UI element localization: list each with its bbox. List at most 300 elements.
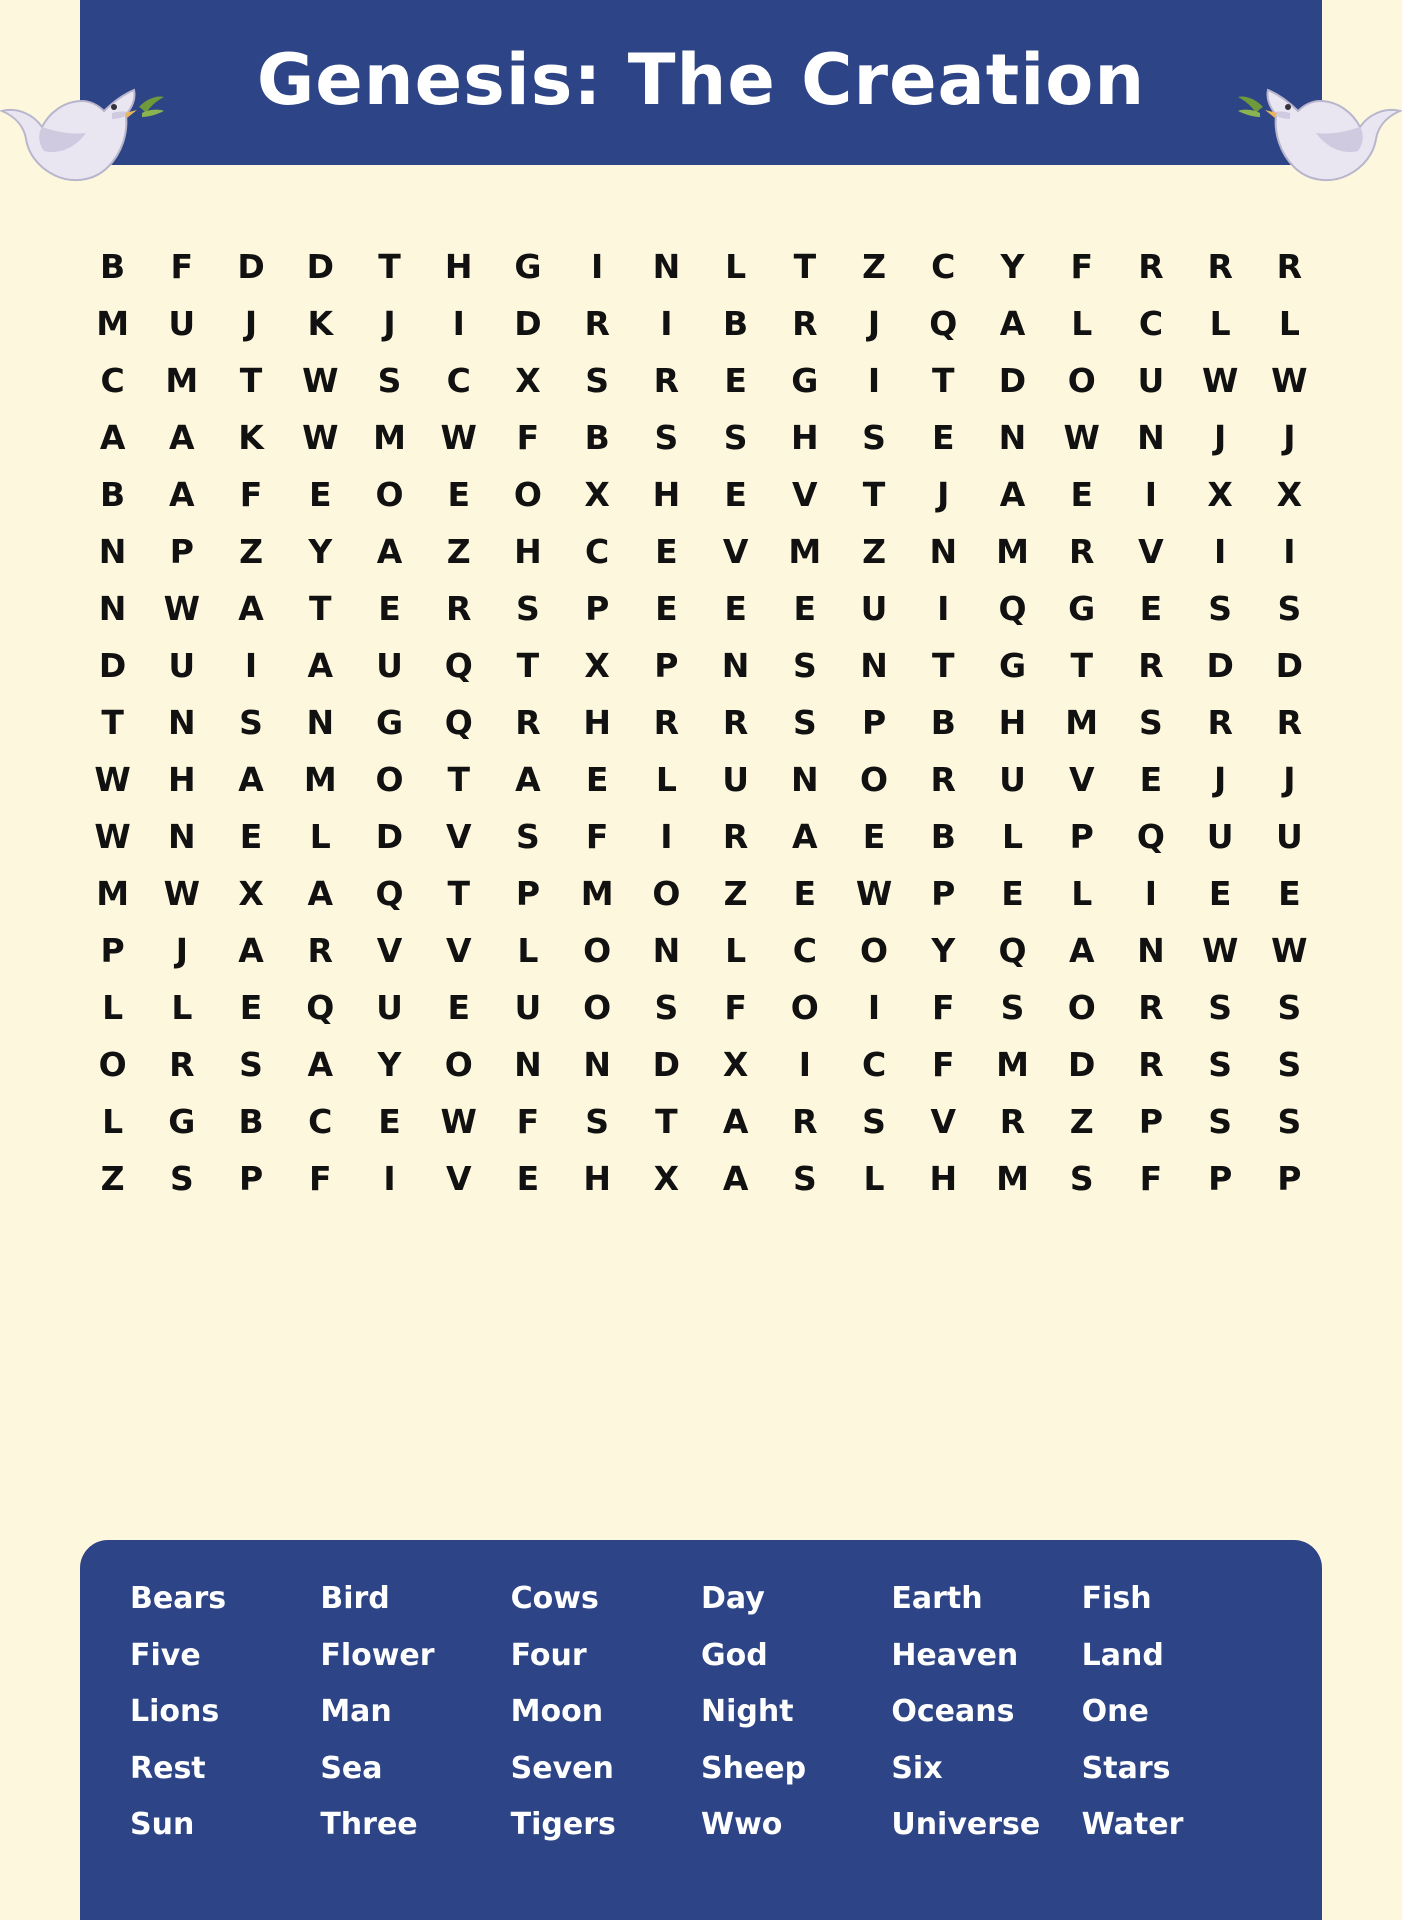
- grid-letter: F: [724, 988, 747, 1027]
- grid-letter: M: [303, 760, 337, 799]
- grid-letter: S: [723, 418, 748, 457]
- grid-letter: J: [383, 304, 396, 343]
- grid-letter: H: [583, 1159, 611, 1198]
- grid-letter: F: [931, 988, 955, 1027]
- grid-letter: V: [1068, 760, 1095, 799]
- grid-letter: S: [1208, 1045, 1233, 1084]
- grid-letter: M: [1065, 703, 1099, 742]
- grid-letter: L: [1001, 817, 1023, 856]
- grid-letter: X: [1276, 475, 1303, 514]
- grid-letter: G: [791, 361, 819, 400]
- grid-letter: J: [937, 475, 950, 514]
- word-bank-list: [130, 1582, 1272, 1843]
- grid-letter: N: [98, 532, 127, 571]
- grid-letter: W: [302, 418, 339, 457]
- grid-letter: D: [998, 361, 1027, 400]
- grid-letter: T: [516, 646, 540, 685]
- grid-letter: Z: [100, 1159, 125, 1198]
- grid-letter: I: [591, 247, 604, 286]
- grid-letter: D: [1275, 646, 1304, 685]
- grid-letter: P: [1138, 1102, 1164, 1141]
- grid-letter: U: [722, 760, 749, 799]
- grid-letter: S: [862, 1102, 886, 1141]
- grid-letter: T: [378, 247, 401, 286]
- grid-letter: P: [169, 532, 194, 571]
- grid-letter: R: [653, 361, 680, 400]
- grid-letter: R: [1138, 988, 1164, 1027]
- grid-letter: C: [861, 1045, 887, 1084]
- grid-letter: Z: [862, 247, 887, 286]
- grid-letter: T: [309, 589, 332, 628]
- grid-letter: U: [376, 988, 403, 1027]
- word-bank-item: Rest: [130, 1750, 206, 1786]
- grid-letter: H: [168, 760, 196, 799]
- word-search-grid: [78, 247, 1324, 1198]
- grid-letter: C: [446, 361, 471, 400]
- grid-letter: R: [722, 703, 749, 742]
- word-bank-item: Bears: [130, 1581, 227, 1616]
- grid-letter: E: [655, 589, 678, 628]
- grid-letter: E: [1001, 874, 1024, 913]
- grid-letter: C: [931, 247, 956, 286]
- grid-letter: A: [169, 418, 195, 457]
- grid-letter: H: [652, 475, 681, 514]
- grid-letter: B: [723, 304, 749, 343]
- grid-letter: W: [302, 361, 339, 400]
- grid-letter: T: [101, 703, 124, 742]
- grid-letter: K: [238, 418, 264, 457]
- word-bank-item: One: [1081, 1694, 1149, 1729]
- grid-letter: M: [165, 361, 199, 400]
- grid-letter: N: [860, 646, 888, 685]
- grid-letter: V: [445, 931, 472, 970]
- grid-letter: I: [867, 988, 881, 1027]
- grid-letter: N: [168, 703, 196, 742]
- grid-letter: T: [447, 874, 470, 913]
- grid-letter: E: [1208, 874, 1232, 913]
- grid-letter: O: [444, 1045, 473, 1084]
- grid-letter: H: [444, 247, 473, 286]
- grid-letter: M: [373, 418, 406, 457]
- grid-letter: R: [446, 589, 472, 628]
- grid-letter: Z: [239, 532, 264, 571]
- word-bank-panel: [80, 1540, 1322, 1920]
- grid-letter: U: [168, 304, 196, 343]
- grid-letter: S: [377, 361, 402, 400]
- grid-letter: T: [793, 247, 817, 286]
- grid-letter: M: [996, 532, 1029, 571]
- grid-letter: O: [513, 475, 542, 514]
- grid-letter: N: [306, 703, 335, 742]
- grid-letter: M: [96, 304, 130, 343]
- grid-letter: E: [447, 475, 470, 514]
- grid-letter: G: [375, 703, 404, 742]
- grid-letter: E: [1278, 874, 1301, 913]
- grid-letter: B: [930, 703, 956, 742]
- grid-letter: A: [792, 817, 818, 856]
- grid-letter: I: [1214, 532, 1227, 571]
- grid-letter: H: [929, 1159, 958, 1198]
- grid-letter: N: [1137, 418, 1165, 457]
- grid-letter: E: [516, 1159, 540, 1198]
- grid-letter: A: [307, 1045, 334, 1084]
- grid-letter: W: [1201, 931, 1239, 970]
- grid-letter: A: [238, 760, 264, 799]
- grid-letter: J: [175, 931, 188, 970]
- grid-letter: R: [515, 703, 541, 742]
- grid-letter: J: [1214, 760, 1227, 799]
- word-bank-item: Wwo: [700, 1807, 783, 1842]
- grid-letter: H: [514, 532, 542, 571]
- grid-letter: E: [793, 589, 817, 628]
- grid-letter: L: [1071, 304, 1093, 343]
- grid-letter: P: [515, 874, 541, 913]
- grid-letter: N: [652, 931, 681, 970]
- grid-letter: X: [238, 874, 264, 913]
- grid-letter: R: [169, 1045, 195, 1084]
- grid-letter: W: [163, 589, 201, 628]
- word-bank-item: Flower: [320, 1637, 435, 1673]
- grid-letter: V: [792, 475, 818, 514]
- grid-letter: J: [1214, 418, 1227, 457]
- grid-letter: J: [1283, 418, 1296, 457]
- grid-letter: K: [307, 304, 334, 343]
- grid-letter: V: [722, 532, 749, 571]
- word-bank-item: Stars: [1081, 1750, 1171, 1786]
- grid-letter: L: [102, 1102, 124, 1141]
- grid-letter: E: [585, 760, 609, 799]
- word-bank-item: Six: [891, 1750, 943, 1786]
- grid-letter: A: [722, 1102, 749, 1141]
- word-bank-item: Moon: [510, 1694, 604, 1729]
- grid-letter: L: [309, 817, 331, 856]
- grid-letter: S: [792, 703, 817, 742]
- grid-letter: S: [792, 1159, 817, 1198]
- word-bank-item: Fish: [1081, 1581, 1152, 1616]
- grid-letter: Q: [306, 988, 335, 1027]
- grid-letter: F: [239, 475, 263, 514]
- grid-letter: C: [308, 1102, 333, 1141]
- grid-letter: U: [1275, 817, 1303, 856]
- grid-letter: C: [585, 532, 610, 571]
- grid-letter: R: [307, 931, 333, 970]
- grid-letter: S: [239, 1045, 263, 1084]
- grid-letter: I: [1283, 532, 1296, 571]
- grid-letter: Q: [929, 304, 958, 343]
- grid-letter: Q: [375, 874, 404, 913]
- grid-letter: S: [1000, 988, 1025, 1027]
- grid-letter: W: [440, 1102, 477, 1141]
- word-bank-item: Night: [700, 1694, 794, 1729]
- word-bank-item: Heaven: [891, 1637, 1019, 1673]
- grid-letter: X: [584, 646, 610, 685]
- grid-letter: F: [516, 418, 540, 457]
- grid-letter: T: [655, 1102, 678, 1141]
- grid-letter: E: [447, 988, 470, 1027]
- grid-letter: S: [169, 1159, 194, 1198]
- grid-letter: U: [999, 760, 1026, 799]
- grid-letter: R: [1276, 703, 1303, 742]
- word-bank-item: Earth: [891, 1581, 983, 1616]
- grid-letter: R: [722, 817, 749, 856]
- grid-letter: S: [1069, 1159, 1094, 1198]
- grid-letter: F: [931, 1045, 955, 1084]
- grid-letter: W: [94, 760, 131, 799]
- grid-letter: H: [583, 703, 611, 742]
- grid-letter: H: [998, 703, 1027, 742]
- grid-letter: E: [308, 475, 332, 514]
- grid-letter: D: [237, 247, 265, 286]
- grid-letter: I: [452, 304, 465, 343]
- grid-letter: Q: [444, 646, 473, 685]
- grid-letter: R: [1138, 646, 1164, 685]
- grid-letter: Q: [998, 931, 1027, 970]
- grid-letter: O: [1067, 361, 1096, 400]
- grid-letter: U: [168, 646, 196, 685]
- grid-letter: U: [1137, 361, 1165, 400]
- grid-letter: B: [238, 1102, 264, 1141]
- grid-letter: W: [94, 817, 131, 856]
- grid-letter: A: [722, 1159, 749, 1198]
- grid-letter: S: [516, 589, 540, 628]
- grid-letter: L: [725, 931, 747, 970]
- grid-letter: G: [514, 247, 542, 286]
- grid-letter: B: [100, 475, 126, 514]
- grid-letter: I: [1144, 475, 1158, 514]
- grid-letter: V: [930, 1102, 957, 1141]
- grid-letter: O: [583, 931, 612, 970]
- grid-letter: O: [652, 874, 681, 913]
- grid-letter: R: [930, 760, 956, 799]
- grid-letter: E: [724, 361, 747, 400]
- grid-letter: N: [929, 532, 958, 571]
- grid-letter: E: [724, 475, 747, 514]
- grid-letter: N: [98, 589, 127, 628]
- grid-letter: D: [1068, 1045, 1096, 1084]
- grid-letter: T: [447, 760, 470, 799]
- grid-letter: W: [1271, 931, 1308, 970]
- grid-letter: F: [308, 1159, 332, 1198]
- grid-letter: X: [584, 475, 610, 514]
- grid-letter: L: [102, 988, 124, 1027]
- grid-letter: P: [1069, 817, 1094, 856]
- grid-letter: E: [239, 988, 263, 1027]
- grid-letter: W: [1201, 361, 1239, 400]
- grid-letter: S: [792, 646, 817, 685]
- grid-letter: D: [514, 304, 542, 343]
- grid-letter: F: [1139, 1159, 1163, 1198]
- grid-letter: A: [307, 646, 334, 685]
- grid-letter: Z: [723, 874, 748, 913]
- dove-icon: [0, 55, 164, 205]
- grid-letter: P: [585, 589, 610, 628]
- grid-letter: S: [239, 703, 263, 742]
- grid-letter: P: [238, 1159, 264, 1198]
- grid-letter: S: [1277, 988, 1302, 1027]
- word-bank-item: Five: [130, 1637, 201, 1673]
- grid-letter: W: [1271, 361, 1308, 400]
- grid-letter: Q: [998, 589, 1027, 628]
- grid-letter: I: [244, 646, 258, 685]
- grid-letter: Y: [931, 931, 956, 970]
- grid-letter: J: [244, 304, 258, 343]
- grid-letter: E: [239, 817, 263, 856]
- grid-letter: T: [932, 646, 955, 685]
- grid-letter: M: [788, 532, 822, 571]
- grid-letter: N: [721, 646, 750, 685]
- grid-letter: I: [383, 1159, 396, 1198]
- grid-letter: A: [515, 760, 541, 799]
- grid-letter: Y: [377, 1045, 402, 1084]
- grid-letter: N: [168, 817, 196, 856]
- grid-letter: D: [306, 247, 334, 286]
- grid-letter: A: [99, 418, 126, 457]
- grid-letter: V: [376, 931, 403, 970]
- grid-letter: V: [445, 1159, 472, 1198]
- letter-grid: [78, 247, 1324, 1198]
- dove-icon: [1238, 55, 1402, 205]
- grid-letter: L: [863, 1159, 885, 1198]
- word-bank-item: Sea: [320, 1750, 383, 1786]
- grid-letter: A: [238, 931, 264, 970]
- word-bank-item: God: [700, 1637, 768, 1673]
- grid-letter: L: [725, 247, 747, 286]
- grid-letter: U: [514, 988, 542, 1027]
- grid-letter: S: [654, 418, 679, 457]
- grid-letter: E: [378, 1102, 401, 1141]
- grid-letter: O: [375, 760, 404, 799]
- grid-letter: R: [1207, 247, 1233, 286]
- word-bank-item: Lions: [130, 1694, 220, 1729]
- grid-letter: E: [1139, 589, 1163, 628]
- grid-letter: O: [583, 988, 612, 1027]
- grid-letter: O: [98, 1045, 127, 1084]
- grid-letter: C: [100, 361, 125, 400]
- grid-letter: Y: [1000, 247, 1025, 286]
- grid-letter: F: [585, 817, 609, 856]
- grid-letter: V: [445, 817, 472, 856]
- grid-letter: C: [792, 931, 817, 970]
- word-bank-item: Man: [320, 1694, 392, 1729]
- grid-letter: I: [798, 1045, 811, 1084]
- grid-letter: F: [1070, 247, 1093, 286]
- grid-letter: I: [1144, 874, 1158, 913]
- grid-letter: N: [583, 1045, 611, 1084]
- grid-letter: L: [517, 931, 539, 970]
- grid-letter: N: [1137, 931, 1165, 970]
- grid-letter: Q: [1136, 817, 1165, 856]
- grid-letter: L: [1278, 304, 1300, 343]
- grid-letter: M: [96, 874, 130, 913]
- grid-letter: T: [862, 475, 886, 514]
- word-bank-item: Sheep: [700, 1750, 807, 1786]
- grid-letter: W: [163, 874, 201, 913]
- grid-letter: S: [1277, 589, 1302, 628]
- grid-letter: O: [375, 475, 404, 514]
- grid-letter: D: [98, 646, 127, 685]
- grid-letter: E: [724, 589, 747, 628]
- grid-letter: S: [1277, 1102, 1302, 1141]
- grid-letter: R: [1207, 703, 1233, 742]
- word-bank-item: Sun: [130, 1807, 195, 1842]
- word-bank-item: Oceans: [891, 1694, 1015, 1729]
- grid-letter: Q: [444, 703, 473, 742]
- word-bank-item: Four: [510, 1637, 587, 1673]
- grid-letter: R: [1069, 532, 1095, 571]
- grid-letter: S: [1208, 589, 1233, 628]
- grid-letter: D: [375, 817, 404, 856]
- grid-letter: A: [238, 589, 264, 628]
- grid-letter: T: [239, 361, 263, 400]
- grid-letter: R: [1138, 247, 1164, 286]
- grid-letter: N: [514, 1045, 542, 1084]
- word-bank-item: Three: [320, 1807, 418, 1842]
- grid-letter: R: [999, 1102, 1026, 1141]
- grid-letter: U: [860, 589, 888, 628]
- grid-letter: B: [584, 418, 610, 457]
- grid-letter: S: [585, 361, 610, 400]
- grid-letter: S: [1277, 1045, 1302, 1084]
- word-bank-item: Bird: [320, 1581, 390, 1616]
- grid-letter: Z: [862, 532, 887, 571]
- grid-letter: A: [307, 874, 334, 913]
- grid-letter: S: [1208, 988, 1233, 1027]
- grid-letter: Y: [308, 532, 333, 571]
- grid-letter: X: [722, 1045, 749, 1084]
- page-title: Genesis: The Creation: [256, 38, 1146, 121]
- grid-letter: A: [169, 475, 195, 514]
- grid-letter: V: [1138, 532, 1164, 571]
- grid-letter: L: [1071, 874, 1093, 913]
- grid-letter: E: [862, 817, 886, 856]
- grid-letter: A: [376, 532, 403, 571]
- grid-letter: J: [1283, 760, 1296, 799]
- grid-letter: P: [1277, 1159, 1302, 1198]
- grid-letter: G: [168, 1102, 196, 1141]
- grid-letter: E: [1139, 760, 1163, 799]
- grid-letter: X: [653, 1159, 680, 1198]
- grid-letter: J: [867, 304, 881, 343]
- grid-letter: P: [1208, 1159, 1233, 1198]
- grid-letter: E: [655, 532, 678, 571]
- grid-letter: B: [930, 817, 956, 856]
- grid-letter: D: [652, 1045, 681, 1084]
- grid-letter: O: [860, 931, 889, 970]
- grid-letter: X: [1207, 475, 1233, 514]
- grid-letter: S: [516, 817, 540, 856]
- grid-letter: T: [932, 361, 955, 400]
- grid-letter: O: [860, 760, 889, 799]
- grid-letter: S: [585, 1102, 610, 1141]
- grid-letter: P: [100, 931, 125, 970]
- grid-letter: W: [855, 874, 893, 913]
- grid-letter: E: [793, 874, 817, 913]
- grid-letter: R: [653, 703, 680, 742]
- grid-letter: I: [867, 361, 881, 400]
- grid-letter: O: [1067, 988, 1096, 1027]
- grid-letter: R: [792, 304, 818, 343]
- grid-letter: S: [654, 988, 679, 1027]
- grid-letter: P: [861, 703, 887, 742]
- word-bank-item: Day: [700, 1581, 765, 1616]
- grid-letter: U: [376, 646, 403, 685]
- word-bank-item: Universe: [891, 1807, 1041, 1842]
- word-bank-item: Seven: [510, 1750, 614, 1786]
- grid-letter: M: [996, 1045, 1029, 1084]
- grid-letter: O: [790, 988, 819, 1027]
- grid-letter: I: [660, 817, 673, 856]
- grid-letter: D: [1206, 646, 1234, 685]
